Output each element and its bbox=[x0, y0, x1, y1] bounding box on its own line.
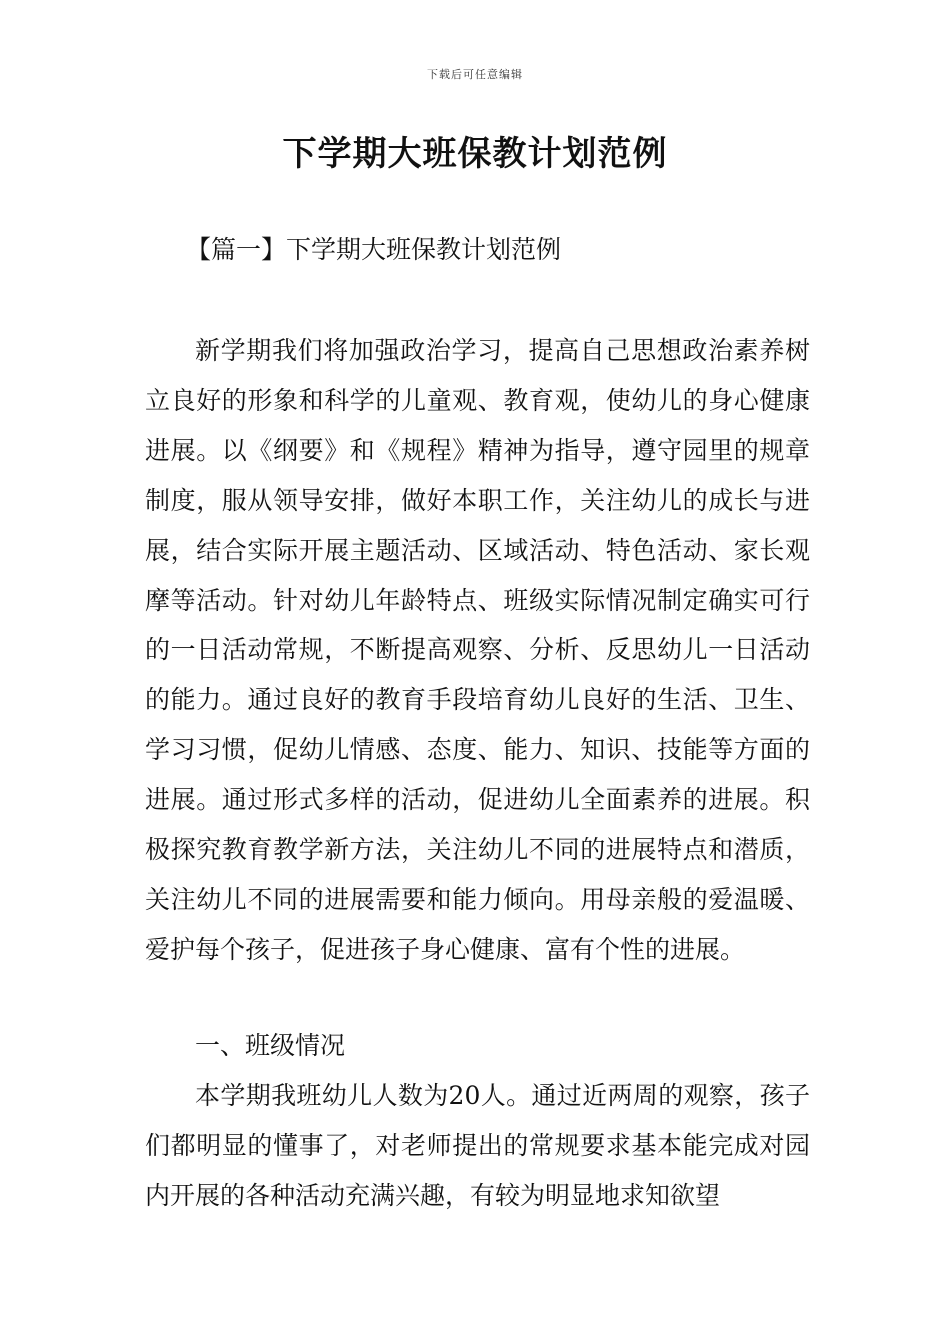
subheading-class-situation: 一、班级情况 bbox=[195, 1031, 346, 1060]
header-note: 下载后可任意编辑 bbox=[427, 68, 523, 81]
body-text bbox=[145, 326, 810, 975]
class-situation-paragraph: 本学期我班幼儿人数为20人。通过近两周的观察，孩子们都明显的懂事了，对老师提出的常规要求基本能完成对园内开展的各种活动充满兴趣，有较为明显地求知欲望 bbox=[145, 1080, 810, 1210]
intro-paragraph: 新学期我们将加强政治学习，提高自己思想政治素养树立良好的形象和科学的儿童观、教育观，使幼儿的身心健康进展。以《纲要》和《规程》精神为指导，遵守园里的规章制度，服从领导安排，做好本职工作，关注幼儿的成长与进展，结合实际开展主题活动、区域活动、特色活动、家长观摩等活动。针对幼儿年龄特点、班级实际情况制定确实可行的一日活动常规，不断提高观察、分析、反思幼儿一日活动的能力。通过良好的教育手段培育幼儿良好的生活、卫生、学习习惯，促幼儿情感、态度、能力、知识、技能等方面的进展。通过形式多样的活动，促进幼儿全面素养的进展。积极探究教育教学新方法，关注幼儿不同的进展特点和潜质，关注幼儿不同的进展需要和能力倾向。用母亲般的爱温暖、爱护每个孩子，促进孩子身心健康、富有个性的进展。 bbox=[145, 336, 810, 964]
document-title: 下学期大班保教计划范例 bbox=[282, 134, 668, 174]
class-situation-section bbox=[145, 1021, 810, 1221]
section-title: 【篇一】下学期大班保教计划范例 bbox=[186, 235, 562, 264]
